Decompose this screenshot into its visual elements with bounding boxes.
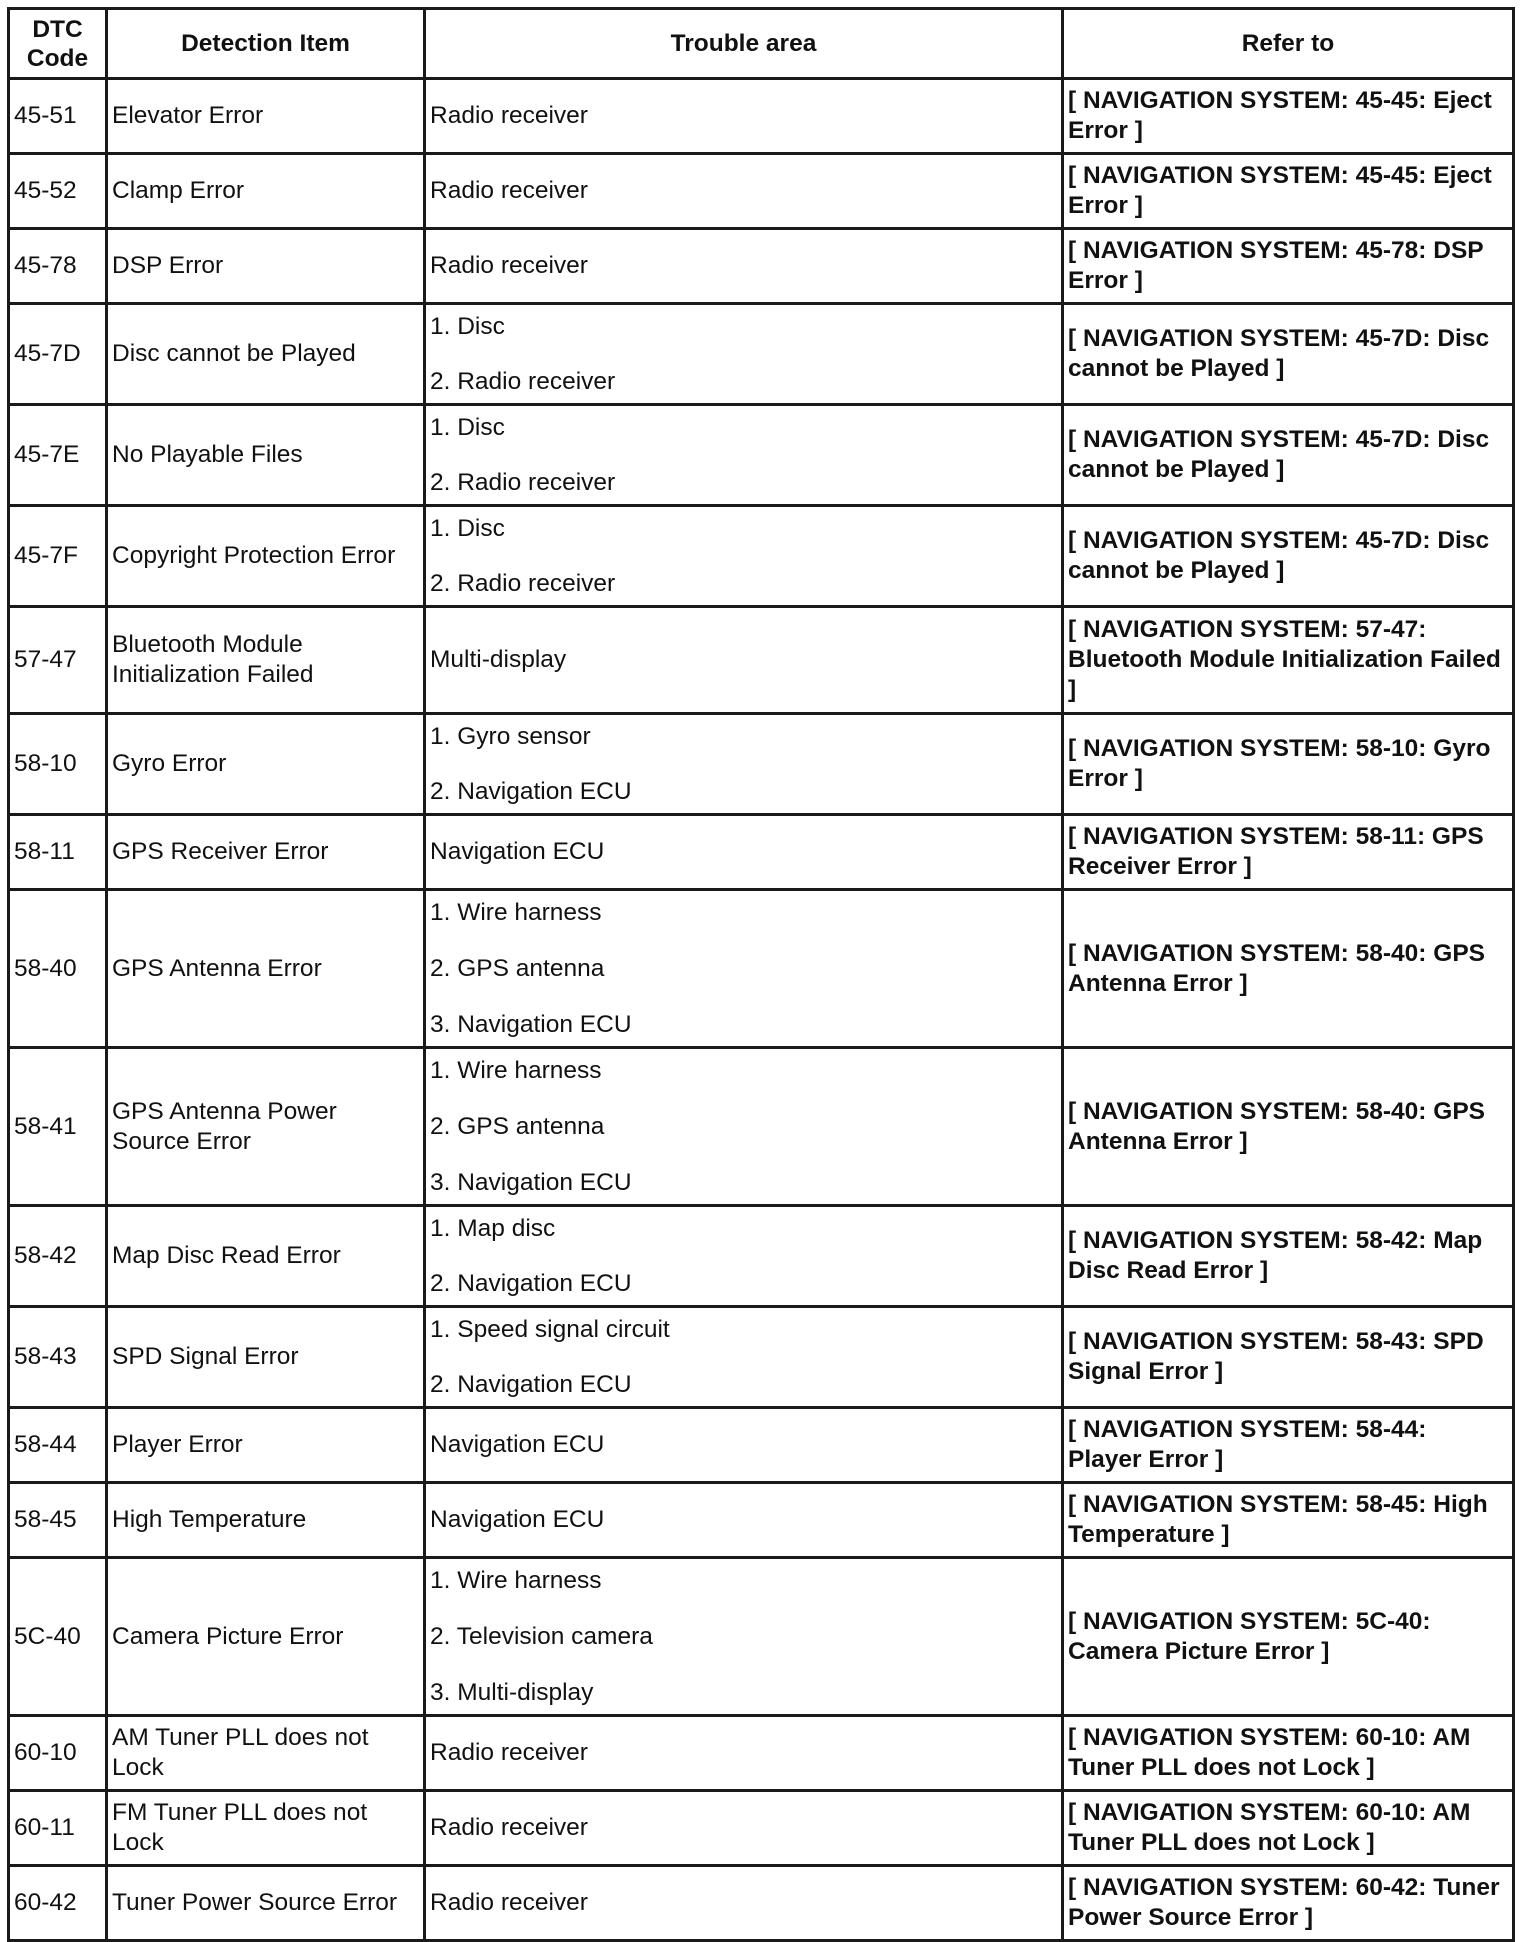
trouble-area-item: Radio receiver: [430, 1814, 588, 1841]
detection-item-cell: Copyright Protection Error: [107, 506, 425, 607]
trouble-area-item: 2. Television camera: [430, 1622, 653, 1650]
trouble-area-cell: [425, 506, 1063, 607]
trouble-area-item: 2. GPS antenna: [430, 1112, 605, 1140]
table-row: [9, 405, 1514, 506]
table-row: [9, 1048, 1514, 1206]
trouble-area-item: 2. Radio receiver: [430, 569, 616, 597]
trouble-area-cell: [425, 154, 1063, 229]
dtc-code-cell: 57-47: [9, 607, 107, 714]
trouble-area-list: [430, 413, 1055, 498]
table-row: [9, 154, 1514, 229]
detection-item-cell: Player Error: [107, 1408, 425, 1483]
dtc-code-cell: 58-45: [9, 1483, 107, 1558]
dtc-code-cell: 58-41: [9, 1048, 107, 1206]
trouble-area-item: 3. Multi-display: [430, 1678, 594, 1706]
trouble-area-item: Navigation ECU: [430, 1431, 605, 1458]
detection-item-cell: Tuner Power Source Error: [107, 1866, 425, 1941]
dtc-code-cell: 60-42: [9, 1866, 107, 1941]
trouble-area-cell: [425, 815, 1063, 890]
dtc-code-cell: 45-7F: [9, 506, 107, 607]
trouble-area-item: 1. Map disc: [430, 1214, 556, 1242]
detection-item-cell: AM Tuner PLL does not Lock: [107, 1716, 425, 1791]
table-row: [9, 1791, 1514, 1866]
dtc-code-cell: 60-11: [9, 1791, 107, 1866]
trouble-area-item: Multi-display: [430, 646, 567, 673]
detection-item-cell: SPD Signal Error: [107, 1307, 425, 1408]
refer-to-cell: [ NAVIGATION SYSTEM: 60-42: Tuner Power Source Error ]: [1063, 1866, 1514, 1941]
refer-to-cell: [ NAVIGATION SYSTEM: 60-10: AM Tuner PLL does not Lock ]: [1063, 1716, 1514, 1791]
trouble-area-list: [430, 1888, 1055, 1918]
trouble-area-item: Navigation ECU: [430, 1506, 605, 1533]
table-row: [9, 1558, 1514, 1716]
detection-item-cell: DSP Error: [107, 229, 425, 304]
dtc-code-cell: 58-11: [9, 815, 107, 890]
refer-to-cell: [ NAVIGATION SYSTEM: 45-7D: Disc cannot be Played ]: [1063, 506, 1514, 607]
table-row: [9, 1307, 1514, 1408]
refer-to-cell: [ NAVIGATION SYSTEM: 60-10: AM Tuner PLL does not Lock ]: [1063, 1791, 1514, 1866]
table-body: [9, 79, 1514, 1941]
trouble-area-list: [430, 1505, 1055, 1535]
table-row: [9, 229, 1514, 304]
trouble-area-list: [430, 1813, 1055, 1843]
detection-item-cell: Disc cannot be Played: [107, 304, 425, 405]
refer-to-cell: [ NAVIGATION SYSTEM: 45-7D: Disc cannot be Played ]: [1063, 304, 1514, 405]
trouble-area-list: [430, 101, 1055, 131]
refer-to-cell: [ NAVIGATION SYSTEM: 58-43: SPD Signal Error ]: [1063, 1307, 1514, 1408]
trouble-area-cell: [425, 890, 1063, 1048]
dtc-table: [7, 7, 1515, 1942]
table-row: [9, 607, 1514, 714]
table-row: [9, 1483, 1514, 1558]
header-row: [9, 9, 1514, 79]
table-row: [9, 890, 1514, 1048]
table-row: [9, 304, 1514, 405]
trouble-area-item: 3. Navigation ECU: [430, 1168, 632, 1196]
trouble-area-cell: [425, 1408, 1063, 1483]
detection-item-cell: Elevator Error: [107, 79, 425, 154]
trouble-area-item: 2. Radio receiver: [430, 367, 616, 395]
trouble-area-list: [430, 312, 1055, 397]
detection-item-cell: GPS Antenna Error: [107, 890, 425, 1048]
refer-to-cell: [ NAVIGATION SYSTEM: 58-10: Gyro Error ]: [1063, 714, 1514, 815]
refer-to-cell: [ NAVIGATION SYSTEM: 58-40: GPS Antenna Error ]: [1063, 890, 1514, 1048]
trouble-area-list: [430, 645, 1055, 675]
detection-item-cell: High Temperature: [107, 1483, 425, 1558]
dtc-code-cell: 60-10: [9, 1716, 107, 1791]
trouble-area-item: Navigation ECU: [430, 838, 605, 865]
trouble-area-item: 2. Navigation ECU: [430, 1370, 632, 1398]
dtc-code-cell: 45-52: [9, 154, 107, 229]
table-row: [9, 79, 1514, 154]
refer-to-cell: [ NAVIGATION SYSTEM: 45-45: Eject Error ]: [1063, 154, 1514, 229]
refer-to-cell: [ NAVIGATION SYSTEM: 45-7D: Disc cannot be Played ]: [1063, 405, 1514, 506]
refer-to-cell: [ NAVIGATION SYSTEM: 58-40: GPS Antenna Error ]: [1063, 1048, 1514, 1206]
trouble-area-item: Radio receiver: [430, 1889, 588, 1916]
dtc-code-cell: 58-10: [9, 714, 107, 815]
trouble-area-item: Radio receiver: [430, 177, 588, 204]
trouble-area-cell: [425, 304, 1063, 405]
trouble-area-cell: [425, 607, 1063, 714]
refer-to-cell: [ NAVIGATION SYSTEM: 45-78: DSP Error ]: [1063, 229, 1514, 304]
trouble-area-list: [430, 1214, 1055, 1299]
trouble-area-item: 3. Navigation ECU: [430, 1010, 632, 1038]
trouble-area-cell: [425, 1866, 1063, 1941]
trouble-area-cell: [425, 405, 1063, 506]
trouble-area-item: Radio receiver: [430, 102, 588, 129]
trouble-area-item: 1. Wire harness: [430, 898, 602, 926]
trouble-area-item: 1. Wire harness: [430, 1056, 602, 1084]
trouble-area-list: [430, 1056, 1055, 1198]
detection-item-cell: Bluetooth Module Initialization Failed: [107, 607, 425, 714]
refer-to-cell: [ NAVIGATION SYSTEM: 58-44: Player Error ]: [1063, 1408, 1514, 1483]
dtc-code-cell: 58-42: [9, 1206, 107, 1307]
table-row: [9, 714, 1514, 815]
dtc-code-cell: 58-44: [9, 1408, 107, 1483]
trouble-area-item: 2. GPS antenna: [430, 954, 605, 982]
trouble-area-list: [430, 837, 1055, 867]
trouble-area-list: [430, 514, 1055, 599]
header-detection-item: Detection Item: [107, 9, 425, 79]
header-dtc-code: DTC Code: [9, 9, 107, 79]
table-row: [9, 506, 1514, 607]
detection-item-cell: Map Disc Read Error: [107, 1206, 425, 1307]
trouble-area-list: [430, 1315, 1055, 1400]
trouble-area-item: 1. Disc: [430, 413, 505, 441]
trouble-area-item: 2. Navigation ECU: [430, 1269, 632, 1297]
trouble-area-cell: [425, 1206, 1063, 1307]
dtc-code-cell: 45-7E: [9, 405, 107, 506]
dtc-code-cell: 58-43: [9, 1307, 107, 1408]
trouble-area-cell: [425, 229, 1063, 304]
dtc-code-cell: 45-51: [9, 79, 107, 154]
trouble-area-cell: [425, 1483, 1063, 1558]
refer-to-cell: [ NAVIGATION SYSTEM: 58-45: High Temperature ]: [1063, 1483, 1514, 1558]
trouble-area-list: [430, 176, 1055, 206]
trouble-area-list: [430, 1430, 1055, 1460]
trouble-area-item: 1. Speed signal circuit: [430, 1315, 670, 1343]
trouble-area-list: [430, 1566, 1055, 1708]
detection-item-cell: FM Tuner PLL does not Lock: [107, 1791, 425, 1866]
trouble-area-cell: [425, 1307, 1063, 1408]
trouble-area-cell: [425, 1048, 1063, 1206]
trouble-area-list: [430, 251, 1055, 281]
table-row: [9, 1408, 1514, 1483]
trouble-area-cell: [425, 79, 1063, 154]
detection-item-cell: GPS Receiver Error: [107, 815, 425, 890]
header-refer-to: Refer to: [1063, 9, 1514, 79]
detection-item-cell: Clamp Error: [107, 154, 425, 229]
trouble-area-item: 1. Disc: [430, 514, 505, 542]
detection-item-cell: Gyro Error: [107, 714, 425, 815]
refer-to-cell: [ NAVIGATION SYSTEM: 57-47: Bluetooth Module Initialization Failed ]: [1063, 607, 1514, 714]
dtc-code-cell: 45-7D: [9, 304, 107, 405]
trouble-area-item: 1. Disc: [430, 312, 505, 340]
table-row: [9, 1206, 1514, 1307]
trouble-area-item: 2. Radio receiver: [430, 468, 616, 496]
trouble-area-cell: [425, 714, 1063, 815]
dtc-code-cell: 5C-40: [9, 1558, 107, 1716]
header-trouble-area: Trouble area: [425, 9, 1063, 79]
table-row: [9, 815, 1514, 890]
trouble-area-item: 1. Gyro sensor: [430, 722, 591, 750]
refer-to-cell: [ NAVIGATION SYSTEM: 58-11: GPS Receiver Error ]: [1063, 815, 1514, 890]
refer-to-cell: [ NAVIGATION SYSTEM: 45-45: Eject Error ]: [1063, 79, 1514, 154]
trouble-area-item: 2. Navigation ECU: [430, 777, 632, 805]
detection-item-cell: GPS Antenna Power Source Error: [107, 1048, 425, 1206]
dtc-code-cell: 45-78: [9, 229, 107, 304]
trouble-area-item: 1. Wire harness: [430, 1566, 602, 1594]
refer-to-cell: [ NAVIGATION SYSTEM: 5C-40: Camera Picture Error ]: [1063, 1558, 1514, 1716]
trouble-area-cell: [425, 1791, 1063, 1866]
detection-item-cell: No Playable Files: [107, 405, 425, 506]
trouble-area-list: [430, 722, 1055, 807]
trouble-area-cell: [425, 1558, 1063, 1716]
trouble-area-item: Radio receiver: [430, 252, 588, 279]
trouble-area-cell: [425, 1716, 1063, 1791]
detection-item-cell: Camera Picture Error: [107, 1558, 425, 1716]
table-row: [9, 1716, 1514, 1791]
trouble-area-list: [430, 898, 1055, 1040]
dtc-code-cell: 58-40: [9, 890, 107, 1048]
refer-to-cell: [ NAVIGATION SYSTEM: 58-42: Map Disc Read Error ]: [1063, 1206, 1514, 1307]
trouble-area-item: Radio receiver: [430, 1739, 588, 1766]
table-row: [9, 1866, 1514, 1941]
trouble-area-list: [430, 1738, 1055, 1768]
